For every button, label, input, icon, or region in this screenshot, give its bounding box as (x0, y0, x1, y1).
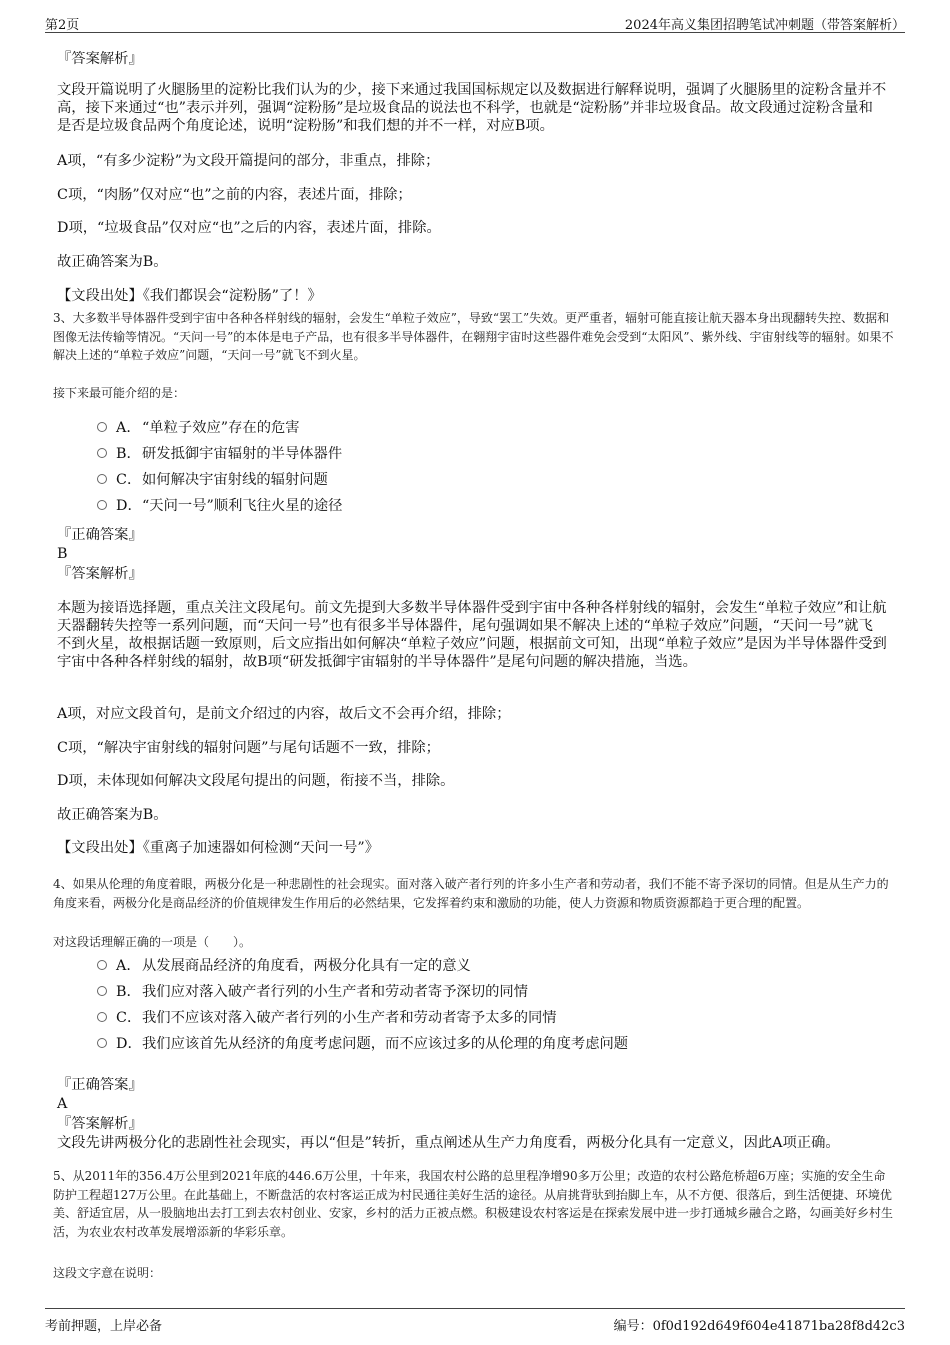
q3-source: 【文段出处】《重离子加速器如何检测“天问一号”》 (57, 840, 379, 856)
q2-analysis-label: 『答案解析』 (57, 51, 143, 67)
q3-option-c-note: C项，“解决宇宙射线的辐射问题”与尾句话题不一致，排除； (57, 740, 440, 756)
document-title: 2024年高义集团招聘笔试冲刺题（带答案解析） (624, 18, 905, 33)
footer-slogan: 考前押题，上岸必备 (45, 1319, 163, 1334)
option-key: C． (116, 472, 142, 488)
q3-option-b[interactable] (97, 445, 342, 463)
q4-answer: A (57, 1096, 68, 1112)
radio-icon[interactable] (97, 960, 107, 970)
q3-answer-label: 『正确答案』 (57, 527, 143, 543)
q4-stem: 4、如果从伦理的角度着眼，两极分化是一种悲剧性的社会现实。面对落入破产者行列的许多小生产者和劳动者，我们不能不寄予深切的同情。但是从生产力的角度来看，两极分化是商品经济的价值规律发生作用后的必然结果，它发挥着约束和激励的功能，使人力资源和物质资源都趋于更合理的配置。 (53, 877, 889, 910)
q4-option-a[interactable] (97, 957, 471, 975)
option-key: D． (116, 498, 142, 514)
q3-prompt: 接下来最可能介绍的是： (53, 386, 186, 400)
option-key: A． (116, 958, 141, 974)
option-text: “天问一号”顺利飞往火星的途径 (142, 498, 343, 514)
q3-option-d[interactable] (97, 497, 342, 515)
option-key: D． (116, 1036, 142, 1052)
radio-icon[interactable] (97, 448, 107, 458)
q3-option-a[interactable] (97, 419, 300, 437)
option-text: 研发抵御宇宙辐射的半导体器件 (142, 446, 343, 462)
document-id: 编号：0f0d192d649f604e41871ba28f8d42c3 (613, 1319, 905, 1334)
q3-option-d-note: D项，未体现如何解决文段尾句提出的问题，衔接不当，排除。 (57, 773, 455, 789)
q2-source: 【文段出处】《我们都误会“淀粉肠”了！》 (57, 288, 322, 304)
q4-analysis: 文段先讲两极分化的悲剧性社会现实，再以“但是”转折，重点阐述从生产力角度看，两极分化具有一定意义，因此A项正确。 (57, 1135, 840, 1151)
q2-option-a-note: A项，“有多少淀粉”为文段开篇提问的部分，非重点，排除； (57, 153, 440, 169)
page-header (45, 10, 905, 33)
q2-option-c-note: C项，“肉肠”仅对应“也”之前的内容，表述片面，排除； (57, 187, 412, 203)
page-number: 第2页 (45, 18, 80, 33)
option-key: B． (116, 984, 141, 1000)
q5-stem: 5、从2011年的356.4万公里到2021年底的446.6万公里，十年来，我国农村公路的总里程净增90多万公里；改造的农村公路危桥超6万座；实施的安全生命防护工程超127万公里。在此基础上，不断盘活的农村客运正成为村民通往美好生活的途径。从肩挑背驮到抬脚上车，从不方便、很落后，到生活便捷、环境优美、舒适宜居，从一股脑地出去打工到去农村创业、安家，乡村的活力正被点燃。积极建设农村客运是在探索发展中进一步打通城乡融合之路，勾画美好乡村生活，为农业农村改革发展增添新的华彩乐章。 (53, 1169, 894, 1239)
option-key: B． (116, 446, 141, 462)
q4-option-c[interactable] (97, 1009, 557, 1027)
q5-prompt: 这段文字意在说明： (53, 1266, 162, 1280)
q3-analysis: 本题为接语选择题，重点关注文段尾句。前文先提到大多数半导体器件受到宇宙中各种各样射线的辐射，会发生“单粒子效应”和让航天器翻转失控等一系列问题，而“天问一号”也有很多半导体器件，尾句强调如果不解决上述的“单粒子效应”问题，“天问一号”就飞不到火星，故根据话题一致原则，后文应指出如何解决“单粒子效应”问题，根据前文可知，出现“单粒子效应”是因为半导体器件受到宇宙中各种各样射线的辐射，故B项“研发抵御宇宙辐射的半导体器件”是尾句问题的解决措施，当选。 (57, 600, 887, 670)
q2-conclusion: 故正确答案为B。 (57, 254, 168, 270)
q4-prompt: 对这段话理解正确的一项是（ ）。 (53, 935, 252, 949)
option-key: C． (116, 1010, 142, 1026)
radio-icon[interactable] (97, 500, 107, 510)
q2-option-d-note: D项，“垃圾食品”仅对应“也”之后的内容，表述片面，排除。 (57, 220, 441, 236)
q4-option-b[interactable] (97, 983, 528, 1001)
option-text: 我们不应该对落入破产者行列的小生产者和劳动者寄予太多的同情 (142, 1010, 557, 1026)
q4-analysis-label: 『答案解析』 (57, 1116, 143, 1132)
radio-icon[interactable] (97, 1012, 107, 1022)
q3-conclusion: 故正确答案为B。 (57, 807, 168, 823)
radio-icon[interactable] (97, 422, 107, 432)
option-text: “单粒子效应”存在的危害 (142, 420, 300, 436)
q3-option-c[interactable] (97, 471, 328, 489)
q2-analysis: 文段开篇说明了火腿肠里的淀粉比我们认为的少，接下来通过我国国标规定以及数据进行解释说明，强调了火腿肠里的淀粉含量并不高，接下来通过“也”表示并列，强调“淀粉肠”是垃圾食品的说法也不科学，也就是“淀粉肠”并非垃圾食品。故文段通过淀粉含量和是否是垃圾食品两个角度论述，说明“淀粉肠”和我们想的并不一样，对应B项。 (57, 82, 887, 134)
option-text: 如何解决宇宙射线的辐射问题 (142, 472, 328, 488)
q4-answer-label: 『正确答案』 (57, 1077, 143, 1093)
radio-icon[interactable] (97, 1038, 107, 1048)
q3-stem: 3、大多数半导体器件受到宇宙中各种各样射线的辐射，会发生“单粒子效应”，导致“罢工”失效。更严重者，辐射可能直接让航天器本身出现翻转失控、数据和图像无法传输等情况。“天问一号”的本体是电子产品，也有很多半导体器件，在翱翔宇宙时这些器件难免会受到“太阳风”、紫外线、宇宙射线等的辐射。如果不解决上述的“单粒子效应”问题，“天问一号”就飞不到火星。 (53, 311, 894, 362)
radio-icon[interactable] (97, 986, 107, 996)
q3-option-a-note: A项，对应文段首句，是前文介绍过的内容，故后文不会再介绍，排除； (57, 706, 511, 722)
q3-answer: B (57, 546, 68, 562)
option-key: A． (116, 420, 141, 436)
page-footer (45, 1308, 905, 1337)
q3-analysis-label: 『答案解析』 (57, 566, 143, 582)
radio-icon[interactable] (97, 474, 107, 484)
option-text: 我们应对落入破产者行列的小生产者和劳动者寄予深切的同情 (142, 984, 529, 1000)
option-text: 从发展商品经济的角度看，两极分化具有一定的意义 (142, 958, 471, 974)
q4-option-d[interactable] (97, 1035, 628, 1053)
option-text: 我们应该首先从经济的角度考虑问题，而不应该过多的从伦理的角度考虑问题 (142, 1036, 629, 1052)
